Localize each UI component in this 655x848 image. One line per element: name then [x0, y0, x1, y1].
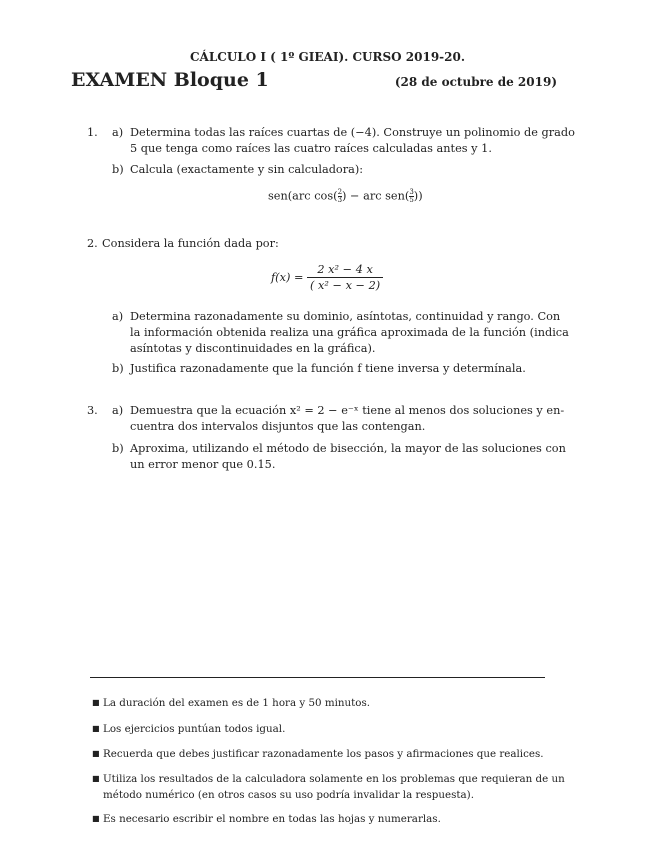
note-item: La duración del examen es de 1 hora y 50 minutos. — [103, 697, 371, 709]
formula-part: ) − arc sen( — [342, 189, 410, 203]
numerator: 2 — [337, 188, 343, 196]
denominator: ( x² − x − 2) — [310, 279, 381, 292]
question-text: la información obtenida realiza una gráfica aproximada de la función (indica — [130, 326, 569, 339]
bullet-icon: ■ — [92, 724, 100, 733]
course-heading: CÁLCULO I ( 1º GIEAI). CURSO 2019-20. — [189, 50, 466, 64]
formula-trig — [268, 189, 423, 204]
formula-part: sen(arc cos( — [268, 189, 338, 203]
numerator: 3 — [409, 188, 414, 196]
formula-part: )) — [413, 189, 423, 203]
question-text: Aproxima, utilizando el método de bisección, la mayor de las soluciones con — [130, 442, 566, 455]
question-text: cuentra dos intervalos disjuntos que las contengan. — [130, 420, 426, 433]
formula-function — [271, 262, 383, 293]
question-number: 1. — [87, 126, 98, 139]
question-number: 3. — [87, 404, 98, 417]
exam-date: (28 de octubre de 2019) — [394, 75, 557, 89]
bullet-icon: ■ — [92, 774, 100, 783]
question-text: Justifica razonadamente que la función f tiene inversa y determínala. — [130, 362, 526, 375]
numerator: 2 x² − 4 x — [307, 262, 383, 278]
note-item: Utiliza los resultados de la calculadora solamente en los problemas que requieran de un — [103, 773, 565, 785]
note-item: método numérico (en otros casos su uso podría invalidar la respuesta). — [103, 789, 474, 801]
part-label: b) — [112, 362, 124, 375]
denominator: 3 — [337, 196, 343, 204]
question-number: 2. — [87, 237, 98, 250]
note-item: Es necesario escribir el nombre en todas las hojas y numerarlas. — [103, 813, 441, 825]
question-intro: Considera la función dada por: — [102, 237, 279, 250]
part-label: b) — [112, 442, 124, 455]
question-text: Demuestra que la ecuación x² = 2 − e⁻ˣ tiene al menos dos soluciones y en- — [130, 404, 565, 417]
part-label: a) — [112, 310, 124, 323]
divider — [90, 677, 545, 678]
question-text: Determina razonadamente su dominio, asíntotas, continuidad y rango. Con — [130, 310, 561, 323]
bullet-icon: ■ — [92, 698, 100, 707]
question-text: asíntotas y discontinuidades en la gráfica). — [130, 342, 376, 355]
part-label: b) — [112, 163, 124, 176]
exam-title: EXAMEN Bloque 1 — [71, 69, 269, 91]
fraction — [307, 262, 383, 293]
denominator: 5 — [409, 196, 414, 204]
part-label: a) — [112, 126, 124, 139]
note-item: Los ejercicios puntúan todos igual. — [103, 723, 286, 735]
note-item: Recuerda que debes justificar razonadamente los pasos y afirmaciones que realices. — [103, 748, 544, 760]
part-label: a) — [112, 404, 124, 417]
question-text: un error menor que 0.15. — [130, 458, 276, 471]
bullet-icon: ■ — [92, 749, 100, 758]
bullet-icon: ■ — [92, 814, 100, 823]
question-text: Calcula (exactamente y sin calculadora): — [130, 163, 364, 176]
question-text: 5 que tenga como raíces las cuatro raíces calculadas antes y 1. — [130, 142, 492, 155]
formula-lhs: f(x) = — [271, 271, 304, 284]
question-text: Determina todas las raíces cuartas de (−4). Construye un polinomio de grado — [130, 126, 575, 139]
